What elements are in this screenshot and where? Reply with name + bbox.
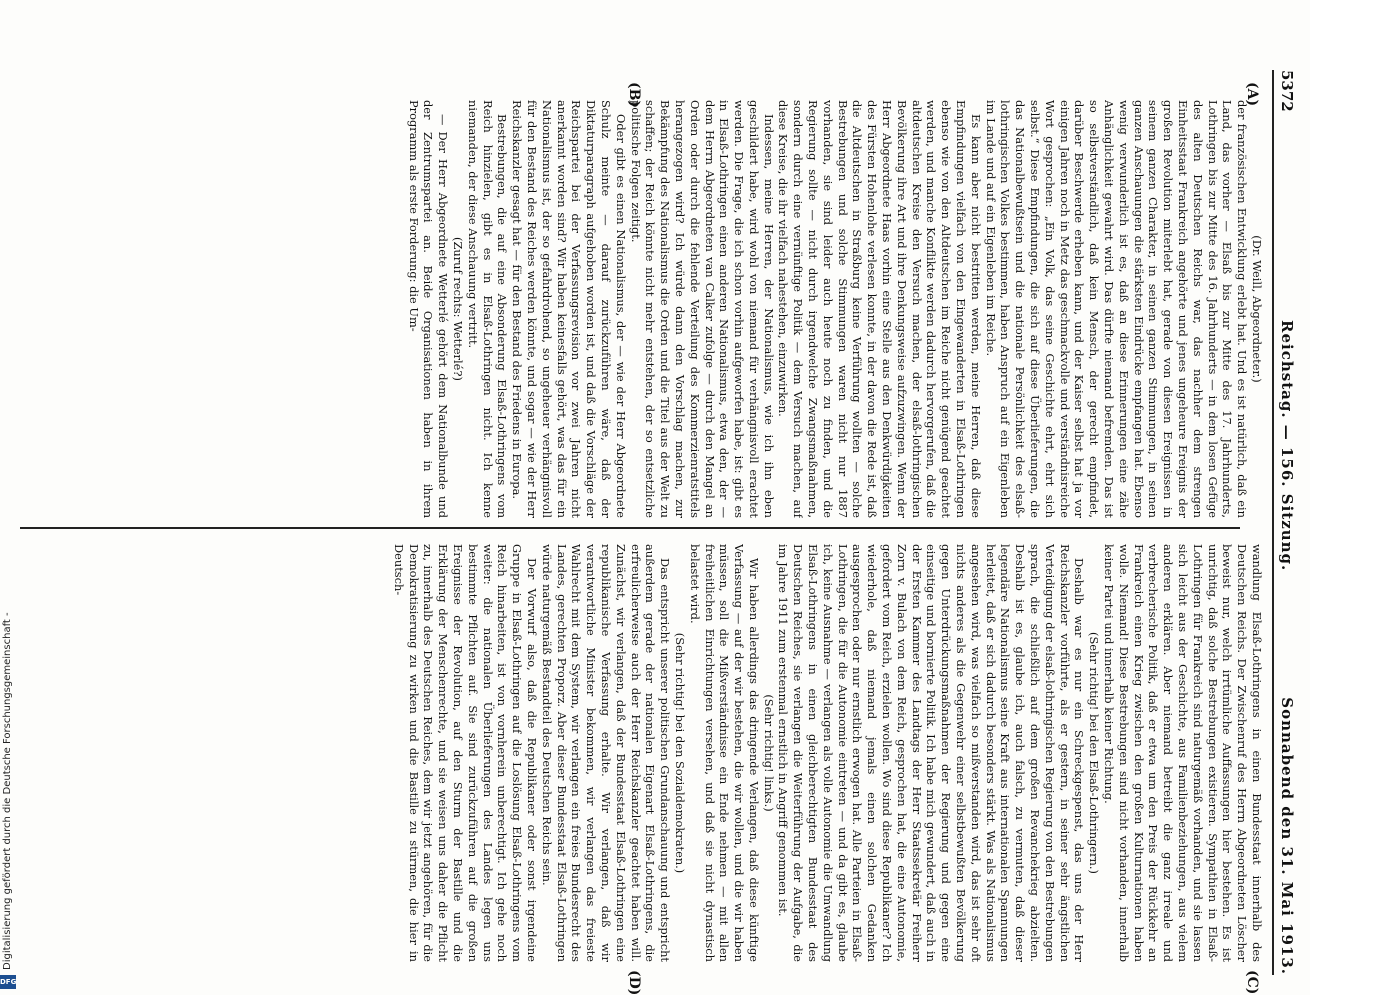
margin-marker-d: (D) [626,970,642,996]
credit-text: Digitalisierung gefördert durch die Deutsche Forschungsgemeinschaft - [2,612,13,970]
left-column [14,100,1264,518]
interjection: (Sehr richtig! bei den Elsaß-Lothringern.) [1087,632,1102,874]
paragraph: Indessen, meine Herren, der Nationalismus, wie ich ihn eben geschildert habe, wird wohl von niemand für verhängnisvoll erachtet werden. Die Frage, die ich schon vorhin aufgeworfen habe, ist: gibt es in Elsaß-Lothringen einen anderen Nationalismus, etwa den, der — dem Herrn Abgeordneten van Calker zufolge — durch den Mangel an Orden oder durch die fehlende Verteilung des Kommerzienratstitels herangezogen wird? Ich würde dann den Vorschlag machen, zur Bekämpfung des Nationalismus die Orden und die Titel aus der Welt zu schaffen; der Reich könnte nicht mehr entstehen, der so entsetzliche politische Folgen zeitigt. [628,100,776,518]
paragraph: Wir haben allerdings das dringende Verlangen, daß diese künftige Verfassung — auf der wir bestehen, die wir wollen, und die wir haben müssen, soll die Mißverständnisse ein Ende nehmen — mit allen freiheitlichen Einrichtungen versehen, und daß sie nicht dynastisch belastet wird. [687,544,761,962]
dfg-logo: DFG [0,975,16,989]
paragraph: — Der Herr Abgeordnete Wetterlé gehört dem Nationalbunde und der Zentrumspartei an. Beide Organisationen haben in ihrem Programm als erste Forderung: die Um- [406,100,451,518]
margin-marker-c: (C) [1244,970,1260,995]
page-header [1272,70,1296,975]
paragraph: Es kann aber nicht bestritten werden, meine Herren, daß diese Empfindungen vielfach von den Eingewanderten in Elsaß-Lothringen ebenso wie von den Altdeutschen im Reiche nicht genügend geachtet werden, und manche Konflikte werden dadurch hervorgerufen, daß die altdeutschen Kreise den Versuch machen, der elsaß-lothringischen Bevölkerung ihre Art und ihre Denkungsweise aufzuzwingen. Wenn der Herr Abgeordnete Haas vorhin eine Stelle aus den Denkwürdigkeiten des Fürsten Hohenlohe verlesen konnte, in der davon die Rede ist, daß die Altdeutschen in Straßburg keine Verführung wollten — solche Bestrebungen und solche Stimmungen waren nicht nur 1887 vorhanden, sie sind leider auch heute noch zu finden, und die Regierung sollte — nicht durch irgendwelche Zwangsmaßnahmen, sondern durch eine vernünftige Politik — dem Versuch machen, auf diese Kreise, die ihr vielfach nahestehen, einzuwirken. [776,100,983,518]
session-title: Reichstag. — 156. Sitzung. [1278,320,1296,572]
speaker-note: (Dr. Weill, Abgeordneter.) [1250,235,1264,383]
interjection: (Sehr richtig! links.) [761,694,776,812]
interjection: (Sehr richtig! bei den Sozialdemokraten.) [672,632,687,874]
paragraph: Bestrebungen, die auf eine Absonderung Elsaß-Lothringens vom Reich hinzielen, gibt es in Elsaß-Lothringen nicht. Ich kenne niemanden, der diese Anschauung vertritt. [465,100,510,518]
paragraph: wandlung Elsaß-Lothringens in einen Bundesstaat innerhalb des Deutschen Reichs. Der Zwischenruf des Herrn Abgeordneten Löscher beweist nur, welch irrtümliche Auffassungen hier bestehen. Es ist unrichtig, daß solche Bestrebungen existieren. Sympathien in Elsaß-Lothringen für Frankreich sind naturgemäß vorhanden, und sie lassen sich leicht aus der Geschichte, aus Familienbeziehungen, aus vielem anderen erklären. Aber niemand betreibt die ganz irreale und verbrecherische Politik, daß er etwa um den Preis der Rückkehr an Frankreich einen Krieg zwischen den großen Kulturnationen haben wolle. Niemand! Diese Bestrebungen sind nicht vorhanden, innerhalb keiner Partei und innerhalb keiner Richtung. [1102,544,1264,962]
paragraph: Das entspricht unserer politischen Grundanschauung und entspricht außerdem gerade der nationalen Eigenart Elsaß-Lothringens, die erfreulicherweise auch der Herr Reichskanzler geachtet haben will. Zunächst, wir verlangen, daß der Bundesstaat Elsaß-Lothringen eine republikanische Verfassung erhalte. Wir verlangen, daß wir verantwortliche Minister bekommen, wir verlangen das freieste Wahlrecht mit dem System, wir verlangen ein freies Bundesrecht des Landes, gerechten Proporz. Aber dieser Bundesstaat Elsaß-Lothringen würde naturgemäß Bestandteil des Deutschen Reichs sein. [539,544,673,962]
column-divider [20,527,1240,529]
digitization-credit [0,0,20,1000]
interjection: (Zuruf rechts: Wetterlé?) [450,237,465,381]
margin-marker-a: (A) [1244,82,1260,107]
page-number: 5372 [1278,70,1296,112]
right-column [14,544,1264,962]
margin-marker-b: (B) [626,82,642,108]
paragraph: Oder gibt es einen Nationalismus, der — wie der Herr Abgeordnete Schulz meinte — darauf zurückzuführen wäre, daß der Diktaturparagraph aufgehoben worden ist, und daß die Vorschläge der Reichspartei bei der Verfassungsrevision vor zwei Jahren nicht anerkannt worden sind? Wir haben keinesfalls gehört, was das für ein Nationalismus ist, der so gefahrdrohend, so ungeheuer verhängnisvoll für den Bestand des Reiches werden könnte, und sogar — wie der Herr Reichskanzler gesagt hat — für den Bestand des Friedens in Europa. [510,100,628,518]
paragraph: Der Vorwurf also, daß die Republikaner oder sonst irgendeine Gruppe in Elsaß-Lothringen auf die Loslösung Elsaß-Lothringens vom Reich hinarbeiten, ist von vornherein unberechtigt. Ich gehe noch weiter: die nationalen Überlieferungen des Landes legen uns bestimmte Pflichten auf. Sie sind zurückzuführen auf die großen Ereignisse der Revolution, auf den Sturm der Bastille und die Erklärung der Menschenrechte, und sie weisen uns daher die Pflicht zu, innerhalb des Deutschen Reiches, dem wir jetzt angehören, für die Demokratisierung zu wirken und die Bastille zu stürmen, die hier in Deutsch- [391,544,539,962]
session-date: Sonnabend den 31. Mai 1913. [1278,697,1296,975]
paragraph: Deshalb war es nur ein Schreckgespenst, das uns der Herr Reichskanzler vorführte, als er gestern, in seiner sehr ängstlichen Verteidigung der elsaß-lothringischen Regierung von den Bestrebungen sprach, die schließlich auf dem großen Revanchekrieg abzielten. Deshalb ist es, glaube ich, auch falsch, zu vermuten, daß dieser legendäre Nationalismus seine Kraft aus internationalen Spannungen herleitet, daß er sich dadurch besonders stärkt. Was als Nationalismus angesehen wird, was vielfach so mißverstanden wird, das ist sehr oft nichts anderes als die Gegenwehr einer selbstbewußten Bevölkerung gegen Unterdrückungsmaßnahmen der Regierung und gegen eine einseitige und bornierte Politik. Ich habe mich gewundert, daß auch in der Ersten Kammer des Landtags der Herr Staatssekretär Freiherr Zorn v. Bulach von dem Reich, gesprochen hat, die eine Autonomie, gefordert vom Reich, erzielen wollen. Wo sind diese Republikaner? Ich wiederhole, daß niemand jemals einen solchen Gedanken ausgesprochen oder nur ernstlich erwogen hat. Alle Parteien in Elsaß-Lothringen, die für die Autonomie eintreten — und da gibt es, glaube ich, keine Ausnahme — verlangen als volle Autonomie die Umwandlung Elsaß-Lothringens in einen gleichberechtigten Bundesstaat des Deutschen Reiches, sie verlangen die Weiterführung der Aufgabe, die im Jahre 1911 zum erstenmal ernstlich in Angriff genommen ist. [776,544,1087,962]
paragraph: der französischen Entwicklung erlebt hat. Und es ist natürlich, daß ein Land, das vorher — Elsaß bis zur Mitte des 17. Jahrhunderts, Lothringen bis zur Mitte des 16. Jahrhunderts — in dem losen Gefüge des alten Deutschen Reichs war, das nachher dem strengen Einheitsstaat Frankreich angehörte und jenes ungeheure Ereignis der großen Revolution miterlebt hat, gerade von diesen Ereignissen in seinem ganzen Charakter, in seinen ganzen Stimmungen, in seinen ganzen Anschauungen die stärksten Eindrücke empfangen hat. Ebenso wenig verwunderlich ist es, daß an diese Erinnerungen eine zähe Anhänglichkeit gewahrt wird. Das dürfte niemand befremden. Das ist so selbstverständlich, daß kein Mensch, der gerecht empfindet, darüber Beschwerde erheben kann, und der Kaiser selbst hat ja vor einigen Jahren noch in Metz das geschmackvolle und verständnisreiche Wort gesprochen: „Ein Volk, das seine Geschichte ehrt, ehrt sich selbst.“ Diese Empfindungen, die sich auf diese Überlieferungen, die das Nationalbewußtsein und die nationale Persönlichkeit des elsaß-lothringischen Volkes bestimmen, haben Anspruch auf ein Eigenleben im Lande und auf ein Eigenleben im Reiche. [983,100,1250,518]
